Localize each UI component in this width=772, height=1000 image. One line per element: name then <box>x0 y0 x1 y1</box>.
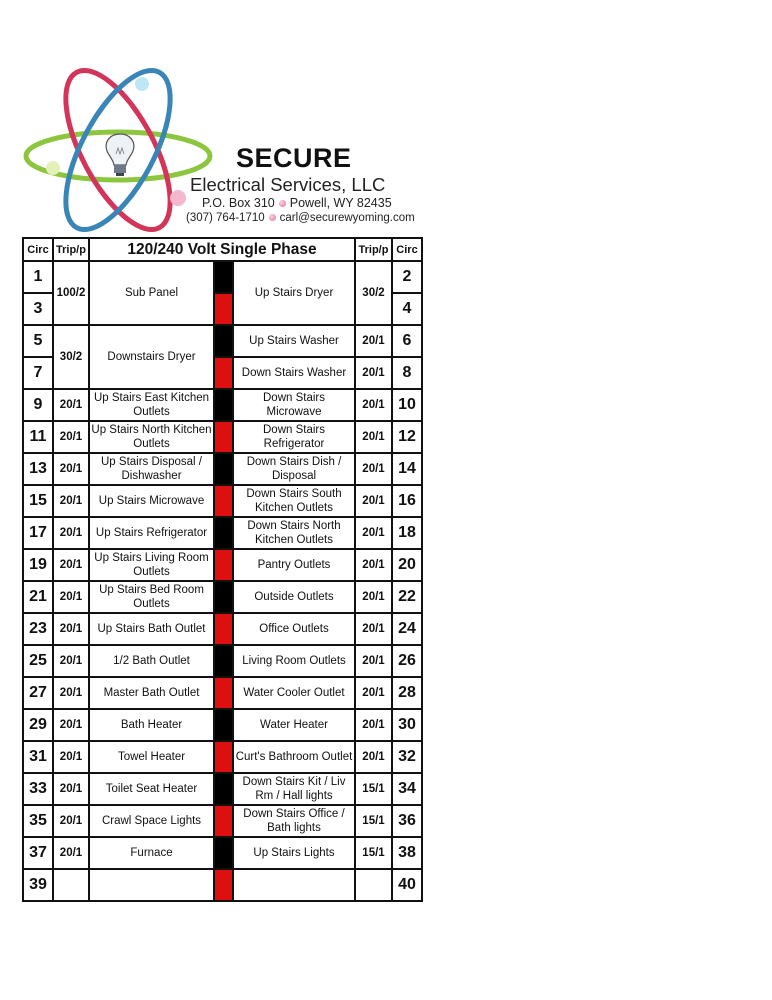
table-row <box>23 741 422 773</box>
circuit-number-left: 15 <box>23 485 53 517</box>
breaker-rating-right <box>355 869 392 901</box>
breaker-rating-left: 20/1 <box>53 805 89 837</box>
breaker-rating-right: 20/1 <box>355 549 392 581</box>
circuit-description-left: Toilet Seat Heater <box>89 773 214 805</box>
breaker-rating-right: 20/1 <box>355 485 392 517</box>
table-row <box>23 421 422 453</box>
circuit-description-left: Up Stairs Bed Room Outlets <box>89 581 214 613</box>
circuit-number-right: 22 <box>392 581 422 613</box>
circuit-number-left: 35 <box>23 805 53 837</box>
circuit-number-right: 36 <box>392 805 422 837</box>
circuit-description-left: Up Stairs Microwave <box>89 485 214 517</box>
table-row <box>23 645 422 677</box>
table-row <box>23 389 422 421</box>
breaker-rating-left: 20/1 <box>53 517 89 549</box>
circuit-description-left: Up Stairs Living Room Outlets <box>89 549 214 581</box>
phase-bar-red <box>214 741 233 773</box>
circuit-description-left: 1/2 Bath Outlet <box>89 645 214 677</box>
table-row <box>23 709 422 741</box>
circuit-description-left: Crawl Space Lights <box>89 805 214 837</box>
circuit-number-right: 32 <box>392 741 422 773</box>
lightbulb-icon <box>106 134 134 176</box>
circuit-number-left: 19 <box>23 549 53 581</box>
company-contact <box>186 212 415 224</box>
circuit-number-left: 1 <box>23 261 53 293</box>
phase-bar-black <box>214 325 233 357</box>
table-row <box>23 613 422 645</box>
phase-bar-red <box>214 357 233 389</box>
circuit-number-right: 38 <box>392 837 422 869</box>
table-row <box>23 677 422 709</box>
circuit-number-left: 39 <box>23 869 53 901</box>
circuit-description-left: Furnace <box>89 837 214 869</box>
breaker-rating-left: 30/2 <box>53 325 89 389</box>
table-row <box>23 805 422 837</box>
company-subtitle: Electrical Services, LLC <box>190 174 386 195</box>
table-row <box>23 485 422 517</box>
breaker-rating-right: 20/1 <box>355 741 392 773</box>
bullet-icon <box>269 214 276 221</box>
table-row <box>23 517 422 549</box>
table-row <box>23 837 422 869</box>
phase-bar-red <box>214 293 233 325</box>
circuit-number-left: 29 <box>23 709 53 741</box>
breaker-rating-left: 20/1 <box>53 453 89 485</box>
phase-bar-red <box>214 549 233 581</box>
circuit-number-left: 31 <box>23 741 53 773</box>
circuit-description-right: Down Stairs Office / Bath lights <box>233 805 355 837</box>
header-trip-right: Trip/p <box>355 238 392 261</box>
breaker-rating-right: 15/1 <box>355 805 392 837</box>
breaker-rating-right: 20/1 <box>355 645 392 677</box>
table-row <box>23 549 422 581</box>
breaker-rating-left: 20/1 <box>53 677 89 709</box>
circuit-description-right: Down Stairs Washer <box>233 357 355 389</box>
email-address: carl@securewyoming.com <box>279 212 415 224</box>
circuit-description-right: Down Stairs North Kitchen Outlets <box>233 517 355 549</box>
circuit-description-right: Down Stairs Refrigerator <box>233 421 355 453</box>
circuit-number-left: 3 <box>23 293 53 325</box>
phase-bar-red <box>214 421 233 453</box>
phase-bar-red <box>214 869 233 901</box>
circuit-number-right: 16 <box>392 485 422 517</box>
breaker-rating-right: 15/1 <box>355 773 392 805</box>
phase-bar-red <box>214 613 233 645</box>
phase-bar-black <box>214 837 233 869</box>
circuit-description-left: Up Stairs Bath Outlet <box>89 613 214 645</box>
circuit-number-left: 27 <box>23 677 53 709</box>
breaker-rating-left: 20/1 <box>53 389 89 421</box>
phase-bar-red <box>214 485 233 517</box>
po-box: P.O. Box 310 <box>202 196 275 210</box>
circuit-number-right: 18 <box>392 517 422 549</box>
breaker-rating-left: 20/1 <box>53 581 89 613</box>
circuit-number-left: 7 <box>23 357 53 389</box>
circuit-description-right: Up Stairs Washer <box>233 325 355 357</box>
circuit-number-right: 6 <box>392 325 422 357</box>
table-row <box>23 261 422 293</box>
breaker-rating-left: 20/1 <box>53 549 89 581</box>
breaker-rating-left: 20/1 <box>53 741 89 773</box>
circuit-number-left: 13 <box>23 453 53 485</box>
circuit-number-right: 40 <box>392 869 422 901</box>
circuit-number-right: 8 <box>392 357 422 389</box>
circuit-number-left: 25 <box>23 645 53 677</box>
circuit-description-left: Master Bath Outlet <box>89 677 214 709</box>
circuit-number-right: 4 <box>392 293 422 325</box>
circuit-number-left: 5 <box>23 325 53 357</box>
breaker-rating-left: 20/1 <box>53 613 89 645</box>
circuit-number-right: 2 <box>392 261 422 293</box>
breaker-rating-right: 20/1 <box>355 421 392 453</box>
circuit-description-right: Curt's Bathroom Outlet <box>233 741 355 773</box>
breaker-rating-right: 20/1 <box>355 453 392 485</box>
city-state-zip: Powell, WY 82435 <box>289 196 392 210</box>
breaker-rating-right: 20/1 <box>355 517 392 549</box>
company-name: SECURE <box>236 143 352 173</box>
circuit-description-right: Up Stairs Lights <box>233 837 355 869</box>
circuit-number-right: 28 <box>392 677 422 709</box>
breaker-rating-left: 20/1 <box>53 709 89 741</box>
circuit-description-right: Down Stairs Dish / Disposal <box>233 453 355 485</box>
breaker-rating-right: 20/1 <box>355 357 392 389</box>
phase-bar-black <box>214 645 233 677</box>
circuit-description-right: Down Stairs Kit / Liv Rm / Hall lights <box>233 773 355 805</box>
breaker-rating-right: 20/1 <box>355 325 392 357</box>
table-row <box>23 581 422 613</box>
breaker-rating-left: 100/2 <box>53 261 89 325</box>
circuit-description-left <box>89 869 214 901</box>
circuit-description-left: Up Stairs North Kitchen Outlets <box>89 421 214 453</box>
breaker-rating-right: 20/1 <box>355 613 392 645</box>
bullet-icon <box>279 200 286 207</box>
circuit-number-left: 37 <box>23 837 53 869</box>
circuit-description-right: Water Cooler Outlet <box>233 677 355 709</box>
circuit-description-right: Living Room Outlets <box>233 645 355 677</box>
table-header-row <box>23 238 422 261</box>
circuit-number-right: 12 <box>392 421 422 453</box>
phase-bar-black <box>214 389 233 421</box>
breaker-rating-left: 20/1 <box>53 421 89 453</box>
circuit-number-right: 14 <box>392 453 422 485</box>
circuit-number-left: 11 <box>23 421 53 453</box>
circuit-description-right: Down Stairs Microwave <box>233 389 355 421</box>
phase-bar-red <box>214 677 233 709</box>
circuit-description-left: Up Stairs Disposal / Dishwasher <box>89 453 214 485</box>
circuit-number-left: 17 <box>23 517 53 549</box>
table-row <box>23 869 422 901</box>
breaker-rating-left <box>53 869 89 901</box>
phase-bar-black <box>214 517 233 549</box>
circuit-description-left: Up Stairs Refrigerator <box>89 517 214 549</box>
phase-bar-black <box>214 709 233 741</box>
circuit-number-right: 30 <box>392 709 422 741</box>
circuit-number-left: 23 <box>23 613 53 645</box>
circuit-number-right: 34 <box>392 773 422 805</box>
breaker-rating-right: 15/1 <box>355 837 392 869</box>
circuit-description-right: Up Stairs Dryer <box>233 261 355 325</box>
phase-bar-black <box>214 773 233 805</box>
phase-bar-black <box>214 581 233 613</box>
header-circ-left: Circ <box>23 238 53 261</box>
breaker-rating-right: 20/1 <box>355 389 392 421</box>
circuit-description-right: Office Outlets <box>233 613 355 645</box>
circuit-number-right: 24 <box>392 613 422 645</box>
breaker-rating-left: 20/1 <box>53 773 89 805</box>
circuit-description-right: Outside Outlets <box>233 581 355 613</box>
table-row <box>23 773 422 805</box>
breaker-rating-left: 20/1 <box>53 837 89 869</box>
circuit-description-right: Water Heater <box>233 709 355 741</box>
phone-number: (307) 764-1710 <box>186 212 265 224</box>
breaker-rating-right: 30/2 <box>355 261 392 325</box>
circuit-description-right: Pantry Outlets <box>233 549 355 581</box>
breaker-rating-right: 20/1 <box>355 581 392 613</box>
circuit-number-right: 26 <box>392 645 422 677</box>
phase-bar-black <box>214 261 233 293</box>
circuit-description-left: Bath Heater <box>89 709 214 741</box>
breaker-rating-left: 20/1 <box>53 485 89 517</box>
circuit-description-left: Towel Heater <box>89 741 214 773</box>
circuit-number-left: 21 <box>23 581 53 613</box>
header-circ-right: Circ <box>392 238 422 261</box>
panel-directory-table <box>22 237 423 902</box>
circuit-description-right: Down Stairs South Kitchen Outlets <box>233 485 355 517</box>
panel-title: 120/240 Volt Single Phase <box>89 238 355 261</box>
phase-bar-red <box>214 805 233 837</box>
circuit-number-right: 20 <box>392 549 422 581</box>
circuit-description-left: Sub Panel <box>89 261 214 325</box>
circuit-number-left: 9 <box>23 389 53 421</box>
header-trip-left: Trip/p <box>53 238 89 261</box>
breaker-rating-right: 20/1 <box>355 709 392 741</box>
company-address <box>202 196 392 210</box>
circuit-description-left: Downstairs Dryer <box>89 325 214 389</box>
table-row <box>23 453 422 485</box>
circuit-number-left: 33 <box>23 773 53 805</box>
breaker-rating-left: 20/1 <box>53 645 89 677</box>
table-row <box>23 325 422 357</box>
phase-bar-black <box>214 453 233 485</box>
circuit-description-right <box>233 869 355 901</box>
breaker-rating-right: 20/1 <box>355 677 392 709</box>
circuit-number-right: 10 <box>392 389 422 421</box>
circuit-description-left: Up Stairs East Kitchen Outlets <box>89 389 214 421</box>
